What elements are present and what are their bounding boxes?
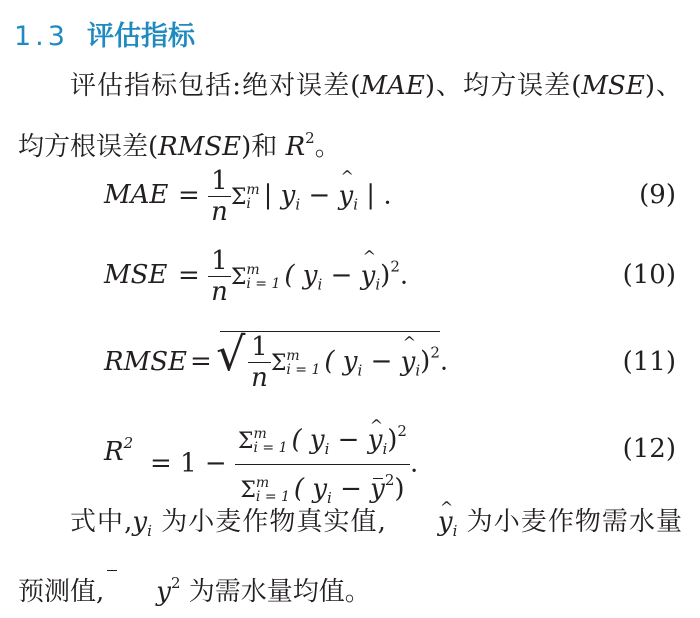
closing-text-2: 为小麦作物真实值,	[151, 507, 386, 537]
eq12-den-minus: −	[331, 474, 371, 504]
eq12-den-y-sub: i	[327, 489, 332, 507]
eq11-num: √ 1	[251, 332, 268, 362]
closing-ybar: y	[104, 566, 171, 618]
eq11-end: .	[439, 346, 449, 377]
eq11-upper: m	[286, 347, 300, 364]
eq9-num: 1	[211, 166, 228, 196]
equation-9	[0, 160, 700, 240]
eq10-sum: Σ	[230, 264, 247, 290]
eq12-equals: =	[150, 448, 172, 479]
eq10-minus: −	[322, 260, 361, 291]
mse-term: MSE	[581, 71, 645, 101]
intro-text-1: 评估指标包括:绝对误差(	[70, 71, 361, 101]
closing-text-4: 为需水量均值。	[180, 577, 371, 607]
eq11-yhat-sub: i	[415, 361, 421, 380]
closing-paragraph	[18, 496, 682, 618]
eq9-body	[178, 166, 392, 227]
eq12-num-y: ( y	[291, 425, 325, 455]
eq11-minus: −	[362, 346, 401, 377]
eq11-yhat: ^ y	[401, 347, 416, 377]
eq9-yhat: ^ y	[339, 181, 354, 211]
closing-y: y	[132, 507, 148, 537]
eq12-num-yhat: ^ y	[368, 425, 383, 455]
eq12-num-yhat-sub: i	[382, 440, 388, 458]
eq10-yhat: ^ y	[361, 261, 376, 291]
eq12-den-y: ( y	[293, 474, 328, 504]
eq11-number: (11)	[622, 347, 676, 377]
intro-text-3: )、均方根误差(	[18, 71, 683, 162]
eq9-upper: m	[246, 181, 260, 198]
eq10-limits	[246, 263, 280, 291]
eq9-equals: =	[178, 180, 200, 211]
eq10-num: 1	[211, 246, 228, 276]
eq9-yhat-sub: i	[353, 195, 359, 214]
eq12-den-ybar-sup: 2	[384, 471, 395, 489]
section-heading	[14, 14, 195, 54]
eq9-tail: | .	[358, 180, 392, 211]
eq10-number: (10)	[622, 260, 676, 290]
eq11-sum: Σ	[270, 350, 287, 376]
eq9-y: | y	[263, 180, 296, 211]
r-superscript: 2	[305, 129, 315, 147]
eq10-body	[178, 246, 408, 307]
eq10-tail: )	[380, 260, 391, 291]
eq11-body	[190, 331, 448, 393]
eq11-tail: )	[420, 346, 431, 377]
section-title: 评估指标	[86, 21, 195, 52]
eq12-den-upper: m	[255, 475, 270, 491]
eq11-fraction	[248, 332, 271, 393]
eq12-end: .	[409, 448, 419, 479]
closing-y-sub: i	[147, 522, 152, 540]
intro-text-4: )和	[241, 132, 286, 162]
eq11-limits	[286, 349, 320, 377]
equation-12	[0, 410, 700, 507]
eq10-lower: i = 1	[246, 275, 281, 292]
eq10-fraction	[208, 246, 231, 307]
section-number: 1.3	[14, 21, 69, 52]
eq11-y-sub: i	[357, 361, 363, 380]
eq12-numerator	[235, 416, 410, 464]
eq11-sqrt	[220, 331, 440, 393]
eq11-pow: 2	[430, 343, 440, 362]
eq12-num-lower: i = 1	[253, 440, 288, 456]
eq11-lower: i = 1	[286, 361, 321, 378]
eq12-number: (12)	[622, 434, 676, 464]
closing-yhat-sub: i	[452, 522, 458, 540]
eq12-prefix: 1 −	[180, 448, 227, 479]
eq10-pow: 2	[390, 257, 400, 276]
eq10-den: n	[208, 276, 231, 307]
eq10-lhs: MSE	[104, 260, 168, 290]
equation-11	[0, 325, 700, 405]
eq12-r: R	[104, 437, 124, 467]
equation-10	[0, 240, 700, 320]
eq12-r-sup: 2	[123, 434, 134, 452]
eq10-upper: m	[246, 261, 260, 278]
closing-ybar-sup: 2	[170, 574, 181, 592]
intro-text-5: 。	[314, 132, 341, 162]
eq12-num-y-sub: i	[324, 440, 330, 458]
eq11-equals: =	[190, 346, 212, 377]
eq12-num-tail: )	[387, 425, 398, 455]
eq12-den-sum: Σ	[240, 478, 256, 503]
eq9-fraction	[208, 166, 231, 227]
closing-text-3: 为小麦作物需水量预测值,	[18, 507, 683, 607]
eq12-lhs	[104, 434, 133, 467]
eq12-den-ybar: y	[370, 474, 385, 504]
mae-term: MAE	[360, 71, 425, 101]
eq10-yhat-sub: i	[375, 275, 381, 294]
eq12-den-lower: i = 1	[255, 489, 290, 505]
eq10-end: .	[399, 260, 409, 291]
eq10-equals: =	[178, 260, 200, 291]
eq9-y-sub: i	[295, 195, 301, 214]
eq9-lhs: MAE	[104, 180, 169, 210]
eq9-den: n	[208, 196, 231, 227]
eq12-num-limits	[253, 427, 287, 455]
rmse-term: RMSE	[158, 132, 242, 162]
eq9-minus: −	[300, 180, 339, 211]
eq11-lhs: RMSE	[104, 347, 187, 377]
eq12-den-tail: )	[394, 474, 405, 504]
eq11-den: n	[248, 362, 271, 393]
r-term: R	[285, 132, 306, 162]
eq11-y: ( y	[324, 346, 358, 377]
intro-paragraph	[18, 60, 682, 173]
eq12-num-sum: Σ	[237, 429, 254, 454]
intro-text-2: )、均方误差(	[424, 71, 582, 101]
eq12-num-upper: m	[253, 426, 267, 442]
eq12-num-minus: −	[329, 425, 368, 455]
eq10-y: ( y	[284, 260, 318, 291]
eq9-sum: Σ	[230, 184, 247, 210]
eq12-num-pow: 2	[397, 422, 407, 440]
eq9-lower: i	[246, 195, 251, 212]
eq9-number: (9)	[639, 180, 676, 210]
closing-yhat: ^ y	[386, 496, 453, 548]
closing-text-1: 式中,	[70, 507, 133, 537]
eq9-limits	[246, 183, 259, 211]
eq10-y-sub: i	[317, 275, 323, 294]
